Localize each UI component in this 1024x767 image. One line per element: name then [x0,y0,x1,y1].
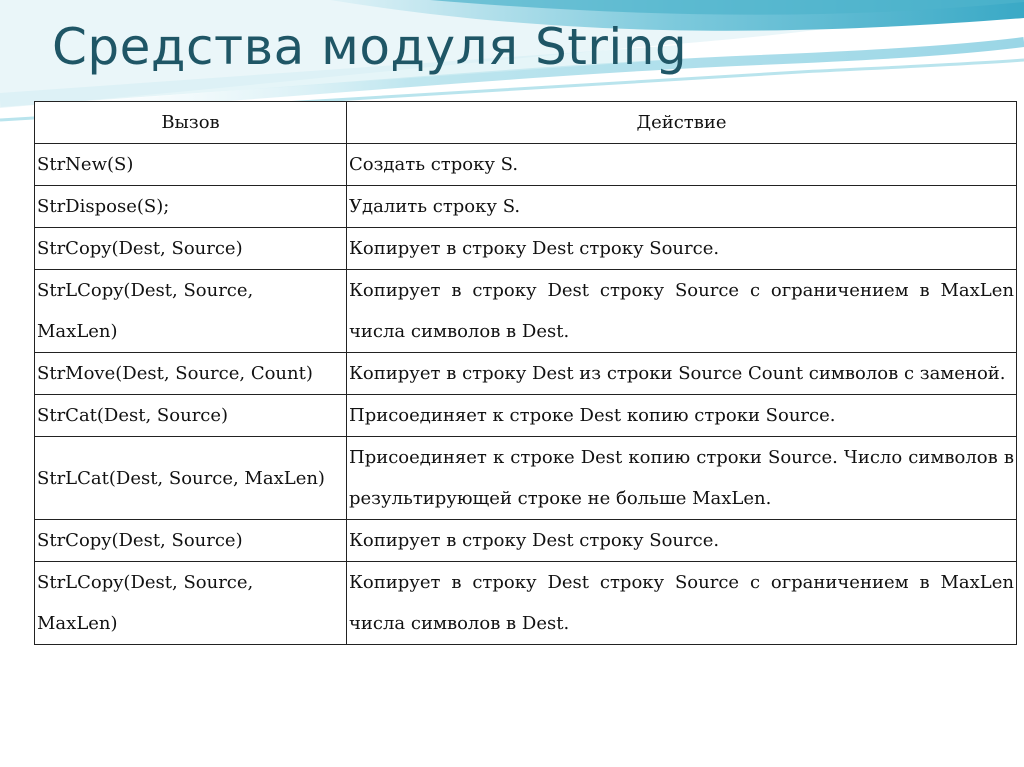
call-cell: StrLCopy(Dest, Source, MaxLen) [35,270,347,353]
action-cell: Присоединяет к строке Dest копию строки Source. Число символов в результирующей строке не больше MaxLen. [347,437,1017,520]
call-cell: StrCat(Dest, Source) [35,395,347,437]
call-cell: StrCopy(Dest, Source) [35,520,347,562]
call-cell: StrNew(S) [35,144,347,186]
table-row [35,228,1017,270]
table-row [35,395,1017,437]
action-cell: Копирует в строку Dest из строки Source Count символов с заменой. [347,353,1017,395]
call-cell: StrDispose(S); [35,186,347,228]
call-cell: StrMove(Dest, Source, Count) [35,353,347,395]
action-cell: Удалить строку S. [347,186,1017,228]
call-cell: StrLCopy(Dest, Source, MaxLen) [35,562,347,645]
table-row [35,437,1017,520]
action-cell: Копирует в строку Dest строку Source с ограничением в MaxLen числа символов в Dest. [347,562,1017,645]
table-row [35,562,1017,645]
action-cell: Копирует в строку Dest строку Source с ограничением в MaxLen числа символов в Dest. [347,270,1017,353]
action-cell: Копирует в строку Dest строку Source. [347,520,1017,562]
call-cell: StrLCat(Dest, Source, MaxLen) [35,437,347,520]
header-action: Действие [347,102,1017,144]
table-row [35,353,1017,395]
slide-title: Средства модуля String [52,18,688,76]
action-cell: Присоединяет к строке Dest копию строки Source. [347,395,1017,437]
table-row [35,520,1017,562]
table-row [35,270,1017,353]
table-header-row [35,102,1017,144]
action-cell: Создать строку S. [347,144,1017,186]
functions-table [34,101,1017,645]
table-row [35,144,1017,186]
header-call: Вызов [35,102,347,144]
action-cell: Копирует в строку Dest строку Source. [347,228,1017,270]
call-cell: StrCopy(Dest, Source) [35,228,347,270]
table-row [35,186,1017,228]
